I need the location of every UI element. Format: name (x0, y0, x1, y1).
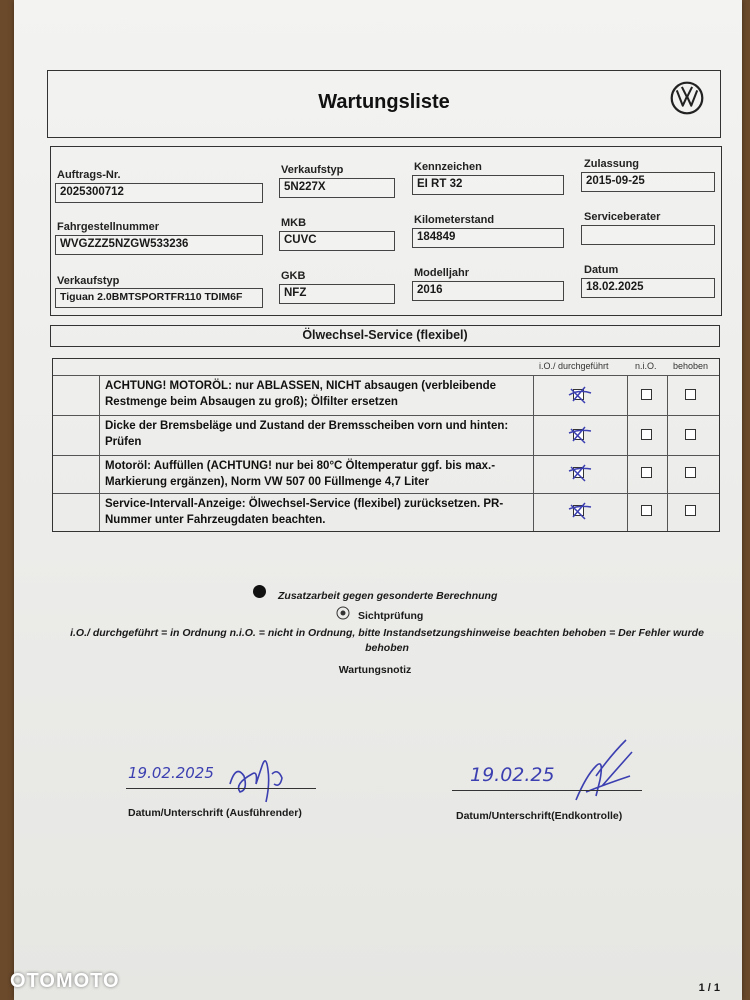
vehicle-info-box (50, 146, 722, 316)
legend-explanation: i.O./ durchgeführt = in Ordnung n.i.O. = nicht in Ordnung, bitte Instandsetzungshinweise beachten behoben = Der Fehler wurde behoben (70, 627, 704, 654)
table-row (53, 415, 719, 456)
table-row (53, 455, 719, 494)
page-number: 1 / 1 (698, 982, 720, 994)
table-divider (667, 375, 668, 531)
serviceberater-field (581, 225, 715, 245)
verkaufstyp-name-field: Tiguan 2.0BMTSPORTFR110 TDIM6F (55, 288, 263, 308)
task-text: Service-Intervall-Anzeige: Ölwechsel-Service (flexibel) zurücksetzen. PR-Nummer unter Fahrzeugdaten beachten. (105, 498, 504, 526)
datum-field: 18.02.2025 (581, 278, 715, 298)
filled-dot-icon (253, 585, 266, 598)
table-divider (99, 375, 100, 531)
otomoto-watermark: OTOMOTO (10, 970, 120, 992)
signature-line-right (452, 790, 642, 791)
table-row (53, 375, 719, 416)
datum-label: Datum (584, 264, 619, 276)
signature-label-right: Datum/Unterschrift(Endkontrolle) (456, 810, 623, 822)
section-title: Ölwechsel-Service (flexibel) (50, 325, 720, 347)
column-header-behoben: behoben (673, 361, 709, 371)
page-title: Wartungsliste (318, 91, 450, 113)
signature-label-left: Datum/Unterschrift (Ausführender) (128, 807, 302, 819)
fahrgestellnummer-label: Fahrgestellnummer (57, 221, 160, 233)
wartungsnotiz-label: Wartungsnotiz (338, 664, 412, 676)
gkb-field: NFZ (279, 284, 395, 304)
task-text: ACHTUNG! MOTORÖL: nur ABLASSEN, NICHT absaugen (verbleibende Restmenge beim Absaugen zu groß); Ölfilter ersetzen (105, 380, 497, 408)
task-table (52, 358, 720, 532)
kilometerstand-label: Kilometerstand (414, 214, 495, 226)
table-divider (533, 375, 534, 531)
nio-checkbox[interactable] (641, 429, 652, 440)
behoben-checkbox[interactable] (685, 429, 696, 440)
legend-sichtpruefung: Sichtprüfung (358, 610, 424, 622)
behoben-checkbox[interactable] (685, 505, 696, 516)
kennzeichen-label: Kennzeichen (414, 161, 482, 173)
handwritten-date-left: 19.02.2025 (128, 764, 214, 782)
fahrgestellnummer-field: WVGZZZ5NZGW533236 (55, 235, 263, 255)
behoben-checkbox[interactable] (685, 389, 696, 400)
verkaufstyp-name-label: Verkaufstyp (57, 275, 120, 287)
nio-checkbox[interactable] (641, 505, 652, 516)
handwritten-date-right: 19.02.25 (470, 764, 555, 786)
mkb-field: CUVC (279, 231, 395, 251)
behoben-checkbox[interactable] (685, 467, 696, 478)
signature-line-left (126, 788, 316, 789)
modelljahr-field: 2016 (412, 281, 564, 301)
table-divider (627, 375, 628, 531)
nio-checkbox[interactable] (641, 389, 652, 400)
serviceberater-label: Serviceberater (584, 211, 661, 223)
task-text: Dicke der Bremsbeläge und Zustand der Bremsscheiben vorn und hinten: Prüfen (105, 420, 509, 448)
gkb-label: GKB (281, 270, 306, 282)
column-header-io: i.O./ durchgeführt (539, 361, 609, 371)
verkaufstyp-code-label: Verkaufstyp (281, 164, 344, 176)
kilometerstand-field: 184849 (412, 228, 564, 248)
legend-zusatzarbeit: Zusatzarbeit gegen gesonderte Berechnung (278, 590, 498, 602)
mkb-label: MKB (281, 217, 307, 229)
table-row (53, 493, 719, 532)
column-header-nio: n.i.O. (635, 361, 657, 371)
vw-logo-icon (670, 81, 704, 115)
auftrags-nr-label: Auftrags-Nr. (57, 169, 121, 181)
kennzeichen-field: EI RT 32 (412, 175, 564, 195)
modelljahr-label: Modelljahr (414, 267, 470, 279)
zulassung-label: Zulassung (584, 158, 640, 170)
eye-icon (336, 606, 350, 620)
task-text: Motoröl: Auffüllen (ACHTUNG! nur bei 80°C Öltemperatur ggf. bis max.-Markierung ergänzen), Norm VW 507 00 Füllmenge 4,7 Liter (105, 460, 496, 488)
zulassung-field: 2015-09-25 (581, 172, 715, 192)
verkaufstyp-code-field: 5N227X (279, 178, 395, 198)
auftrags-nr-field: 2025300712 (55, 183, 263, 203)
nio-checkbox[interactable] (641, 467, 652, 478)
handwritten-checkmarks (565, 381, 595, 531)
signature-right (566, 736, 646, 812)
title-box (47, 70, 721, 138)
signature-left (222, 744, 292, 810)
